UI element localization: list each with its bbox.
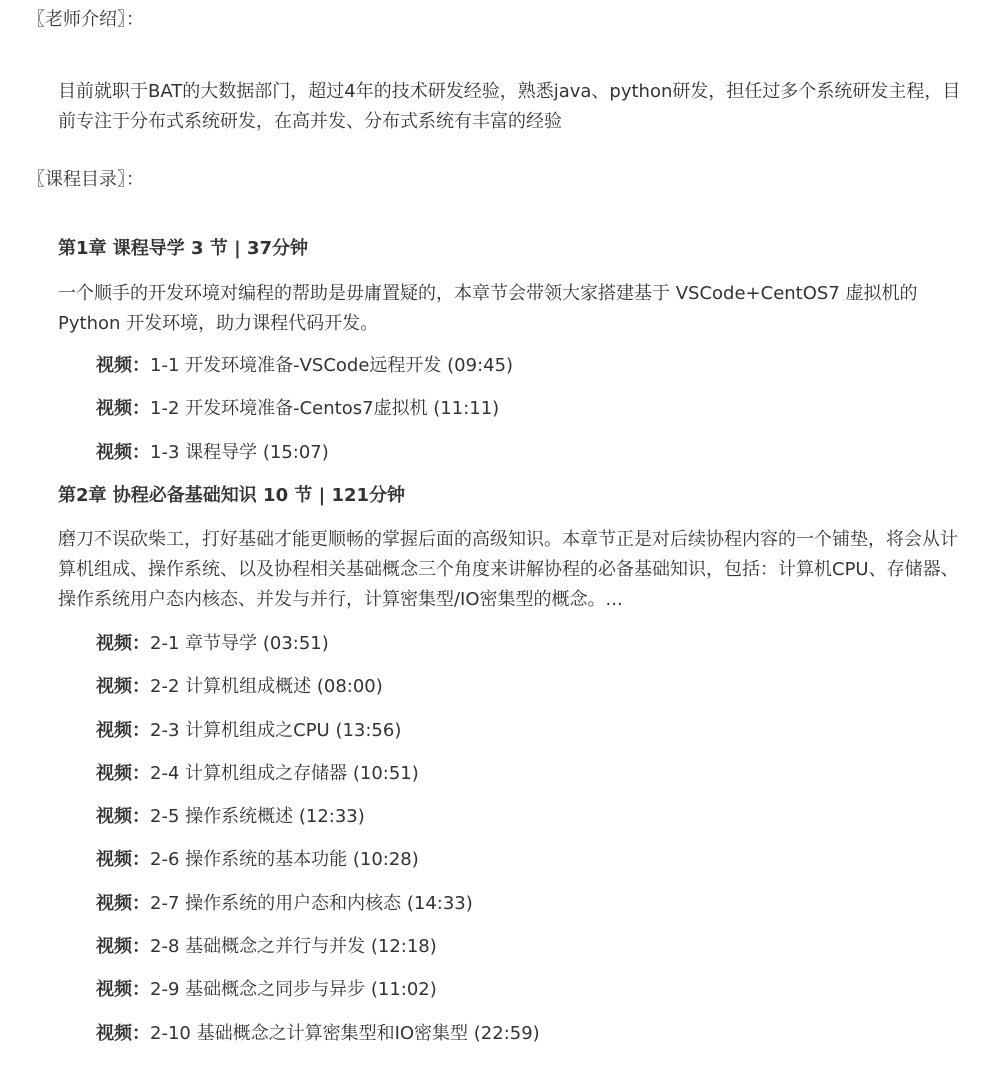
video-prefix: 视频： [96,633,150,654]
video-item[interactable] [96,935,540,978]
video-title: 1-1 开发环境准备-VSCode远程开发 (09:45) [150,355,514,376]
video-item[interactable] [96,762,540,805]
video-item[interactable] [96,719,540,762]
video-title: 1-3 课程导学 (15:07) [150,441,329,463]
video-prefix: 视频： [96,892,150,914]
video-prefix: 视频： [96,1022,150,1044]
video-title: 2-4 计算机组成之存储器 (10:51) [150,762,419,784]
video-prefix: 视频： [96,676,150,698]
video-title: 2-8 基础概念之并行与并发 (12:18) [150,936,437,958]
video-prefix: 视频： [96,849,150,871]
video-item[interactable] [96,397,513,440]
video-item[interactable] [96,632,540,675]
video-prefix: 视频： [96,719,150,741]
chapter-2-title: 第2章 协程必备基础知识 10 节 | 121分钟 [58,485,406,506]
video-prefix: 视频： [96,979,150,1001]
chapter-1-description: 一个顺手的开发环境对编程的帮助是毋庸置疑的，本章节会带领大家搭建基于 VSCode+CentOS7 虚拟机的 Python 开发环境，助力课程代码开发。 [58,283,918,334]
video-prefix: 视频： [96,355,150,376]
video-title: 2-7 操作系统的用户态和内核态 (14:33) [150,892,473,914]
video-prefix: 视频： [96,441,150,463]
video-item[interactable] [96,354,513,397]
video-prefix: 视频： [96,762,150,784]
chapter-2-video-list [96,632,540,1065]
video-title: 2-9 基础概念之同步与异步 (11:02) [150,979,437,1001]
chapter-1-title: 第1章 课程导学 3 节 | 37分钟 [58,238,309,259]
video-item[interactable] [96,978,540,1021]
video-item[interactable] [96,805,540,848]
video-title: 2-3 计算机组成之CPU (13:56) [150,719,402,741]
video-prefix: 视频： [96,398,150,420]
video-item[interactable] [96,441,513,484]
catalog-heading: 〖课程目录〗： [27,169,144,190]
chapter-2-description: 磨刀不误砍柴工，打好基础才能更顺畅的掌握后面的高级知识。本章节正是对后续协程内容的一个铺垫，将会从计算机组成、操作系统、以及协程相关基础概念三个角度来讲解协程的必备基础知识，包括：计算机CPU、存储器、操作系统用户态内核态、并发与并行，计算密集型/IO密集型的概念。... [58,529,959,610]
video-title: 2-6 操作系统的基本功能 (10:28) [150,849,419,871]
video-title: 2-5 操作系统概述 (12:33) [150,806,365,828]
video-item[interactable] [96,848,540,891]
video-item[interactable] [96,675,540,718]
video-title: 2-10 基础概念之计算密集型和IO密集型 (22:59) [150,1022,540,1044]
chapter-1-video-list [96,354,513,484]
video-title: 2-1 章节导学 (03:51) [150,633,329,654]
video-title: 2-2 计算机组成概述 (08:00) [150,676,383,698]
teacher-heading: 〖老师介绍〗： [27,9,144,30]
video-prefix: 视频： [96,936,150,958]
video-title: 1-2 开发环境准备-Centos7虚拟机 (11:11) [150,398,500,420]
video-item[interactable] [96,892,540,935]
video-prefix: 视频： [96,806,150,828]
video-item[interactable] [96,1022,540,1065]
teacher-intro: 目前就职于BAT的大数据部门，超过4年的技术研发经验，熟悉java、python研发，担任过多个系统研发主程，目前专注于分布式系统研发，在高并发、分布式系统有丰富的经验 [58,81,961,132]
